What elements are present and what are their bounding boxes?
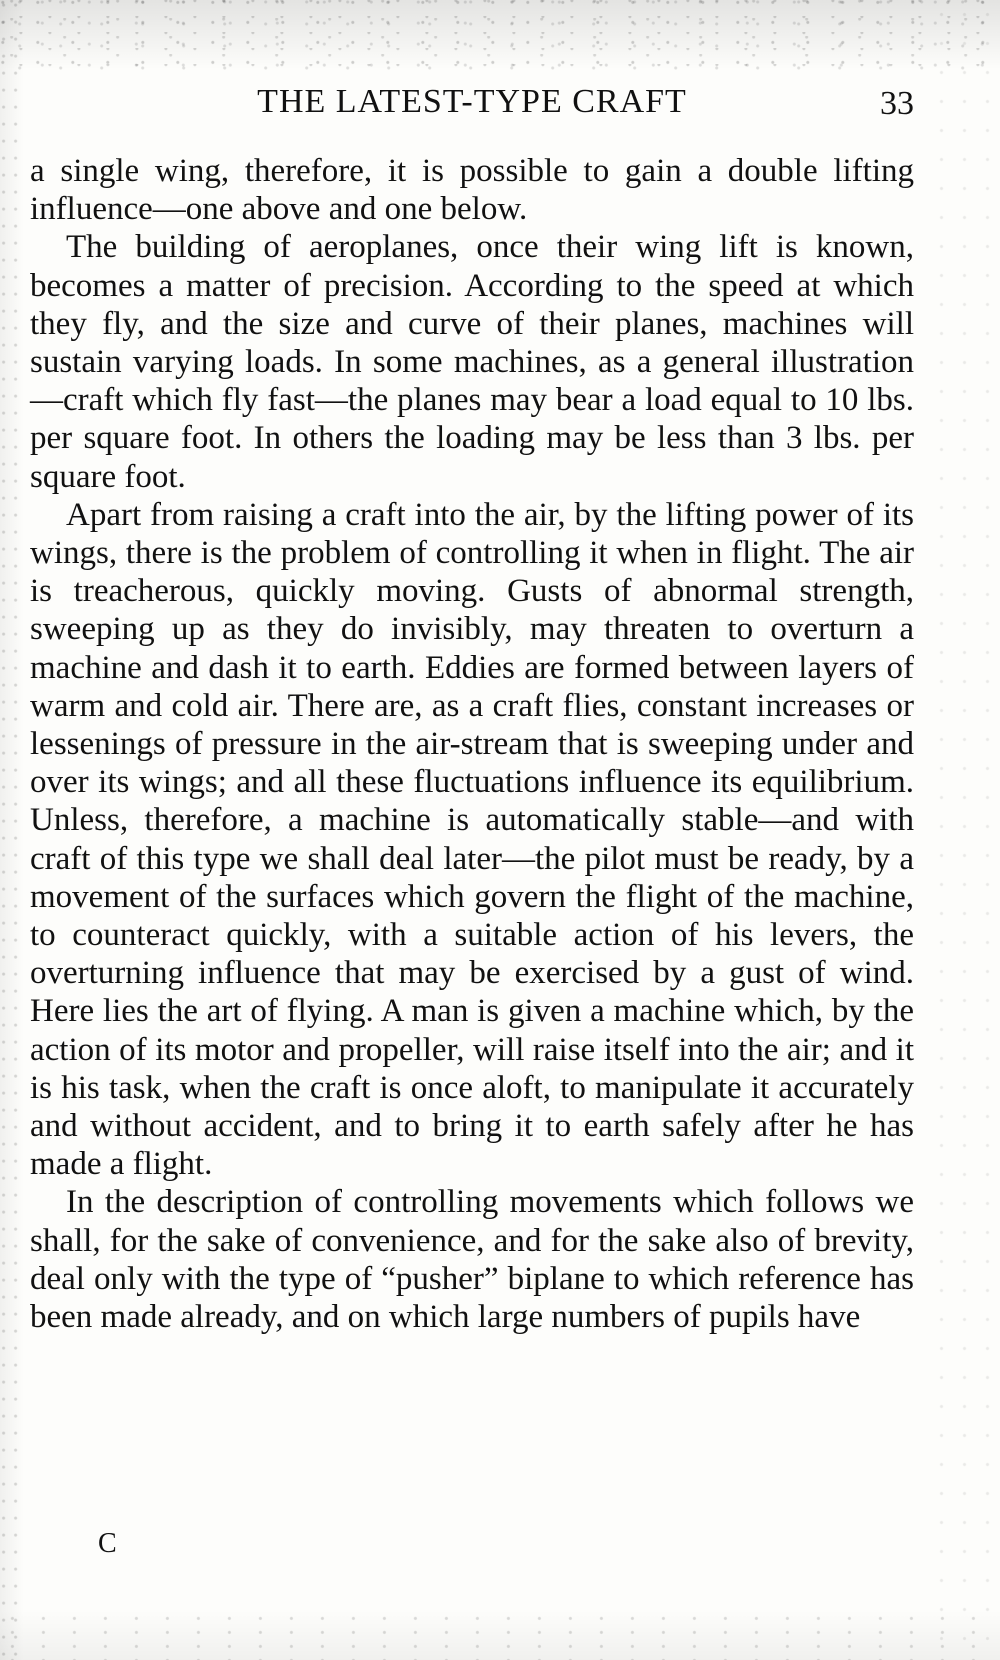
body-text (30, 152, 914, 1336)
paragraph-wing-lift: The building of aeroplanes, once their wing lift is known, becomes a matter of precision. According to the speed at which they fly, and the size and curve of their planes, machines will sustain varying loads. In some machines, as a general illustration—craft which fly fast—the planes may bear a load equal to 10 lbs. per square foot. In others the loading may be less than 3 lbs. per square foot. (30, 229, 914, 495)
scan-noise-top (0, 0, 1000, 70)
page-header (30, 76, 914, 128)
page-number: 33 (880, 85, 914, 122)
paragraph-continuation: a single wing, therefore, it is possible to gain a double lifting influence—one above and one below. (30, 153, 914, 228)
scan-noise-left (0, 0, 24, 1660)
signature-mark: C (98, 1528, 117, 1559)
running-head: THE LATEST-TYPE CRAFT (257, 83, 687, 120)
paragraph-control-problem: Apart from raising a craft into the air, by the lifting power of its wings, there is the problem of controlling it when in flight. The air is treacherous, quickly moving. Gusts of abnormal strength, sweeping up as they do invisibly, may threaten to overturn a machine and dash it to earth. Eddies are formed between layers of warm and cold air. There are, as a craft flies, constant increases or lessenings of pressure in the air-stream that is sweeping under and over its wings; and all these fluctuations influence its equilibrium. Unless, therefore, a machine is automatically stable—and with craft of this type we shall deal later—the pilot must be ready, by a movement of the surfaces which govern the flight of the machine, to counteract quickly, with a suitable action of his levers, the overturning influence that may be exercised by a gust of wind. Here lies the art of flying. A man is given a machine which, by the action of its motor and propeller, will raise itself into the air; and it is his task, when the craft is once aloft, to manipulate it accurately and without accident, and to bring it to earth safely after he has made a flight. (30, 496, 914, 1183)
scan-noise-bottom (0, 1610, 1000, 1660)
paragraph-controlling-movements: In the description of controlling movements which follows we shall, for the sake of convenience, and for the sake also of brevity, deal only with the type of “pusher” biplane to which reference has been made already, and on which large numbers of pupils have (30, 1184, 914, 1336)
scan-noise-right (930, 0, 1000, 1660)
